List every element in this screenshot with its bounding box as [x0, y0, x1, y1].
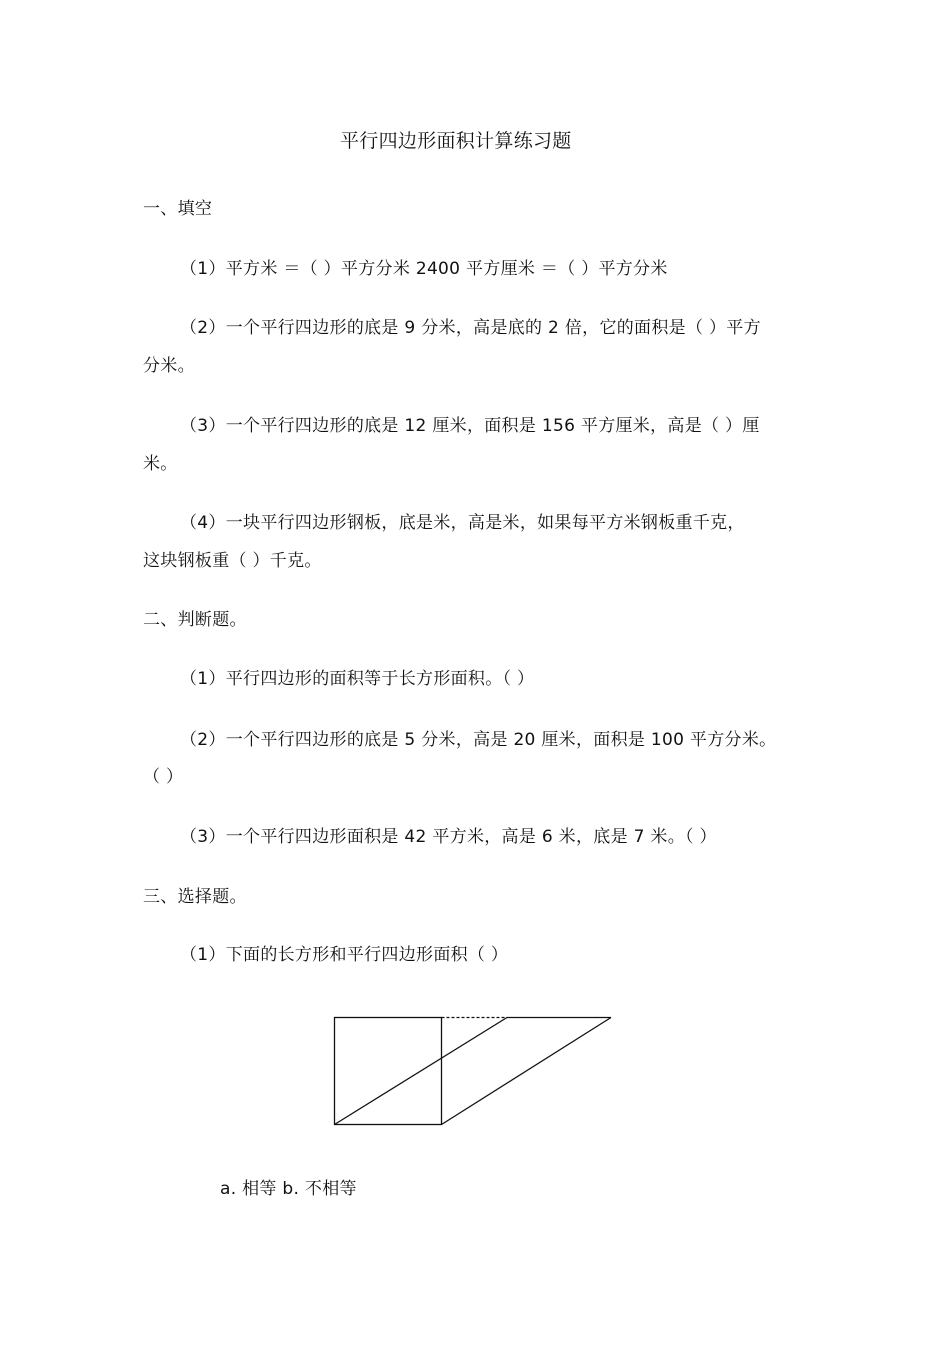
question-1-4-line1: （4）一块平行四边形钢板，底是米，高是米，如果每平方米钢板重千克， [180, 513, 745, 533]
question-1-4-line2: 这块钢板重（ ）千克。 [143, 551, 322, 571]
parallelogram-right-edge [442, 1018, 612, 1125]
square-shape [335, 1018, 442, 1125]
parallelogram-left-edge [335, 1018, 508, 1125]
question-1-1: （1）平方米 ＝（ ）平方分米 2400 平方厘米 ＝（ ）平方分米 [180, 259, 668, 279]
question-2-1: （1）平行四边形的面积等于长方形面积。（ ） [180, 669, 535, 689]
question-1-2-line2: 分米。 [143, 356, 195, 376]
page-title: 平行四边形面积计算练习题 [340, 130, 572, 152]
section-heading-true-false: 二、判断题。 [143, 610, 247, 630]
question-1-3-line1: （3）一个平行四边形的底是 12 厘米，面积是 156 平方厘米，高是（ ）厘 [180, 416, 760, 436]
answer-options: a. 相等 b. 不相等 [220, 1179, 357, 1199]
question-1-2-line1: （2）一个平行四边形的底是 9 分米，高是底的 2 倍，它的面积是（ ）平方 [180, 318, 761, 338]
question-2-3: （3）一个平行四边形面积是 42 平方米，高是 6 米，底是 7 米。（ ） [180, 827, 717, 847]
question-1-3-line2: 米。 [143, 454, 178, 474]
question-2-2-line2: （ ） [143, 767, 184, 787]
section-heading-multiple-choice: 三、选择题。 [143, 887, 247, 907]
section-heading-fill-blank: 一、填空 [143, 199, 213, 219]
rectangle-parallelogram-figure [330, 1012, 615, 1128]
question-3-1: （1）下面的长方形和平行四边形面积（ ） [180, 945, 509, 965]
question-2-2-line1: （2）一个平行四边形的底是 5 分米，高是 20 厘米，面积是 100 平方分米。 [180, 730, 777, 750]
